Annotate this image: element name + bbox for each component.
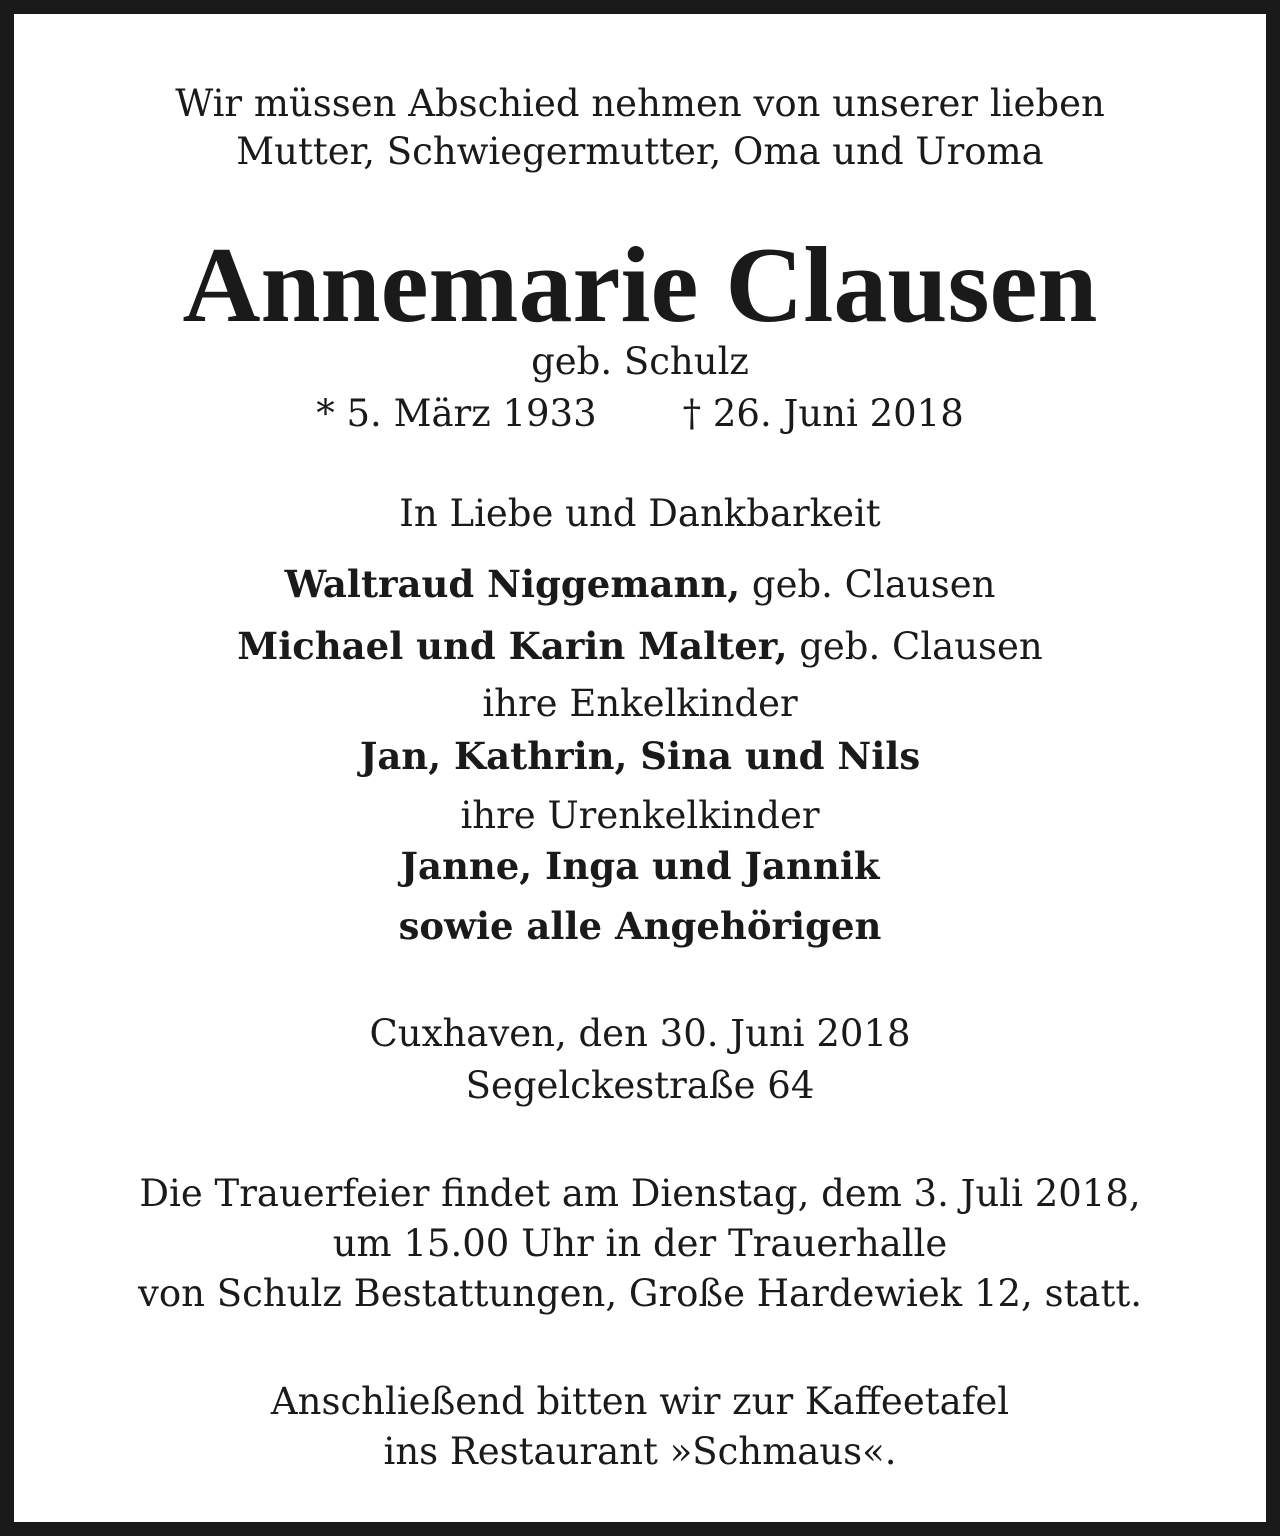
deceased-name: Annemarie Clausen xyxy=(182,226,1098,345)
grandchildren-label: ihre Enkelkinder xyxy=(482,682,798,725)
dedication: In Liebe und Dankbarkeit xyxy=(399,492,881,535)
reception-line-2: ins Restaurant »Schmaus«. xyxy=(383,1430,897,1473)
birth-date: * 5. März 1933 xyxy=(316,392,597,435)
relatives-line: sowie alle Angehörigen xyxy=(398,904,882,948)
death-date: † 26. Juni 2018 xyxy=(682,392,964,435)
reception-line-1: Anschließend bitten wir zur Kaffeetafel xyxy=(270,1380,1010,1423)
life-dates xyxy=(28,392,1252,436)
place-date-line: Cuxhaven, den 30. Juni 2018 xyxy=(369,1012,911,1055)
great-grandchildren-label: ihre Urenkelkinder xyxy=(460,794,820,837)
address-line: Segelckestraße 64 xyxy=(465,1064,815,1107)
service-line-2: um 15.00 Uhr in der Trauerhalle xyxy=(332,1222,948,1265)
mourner-name-2: Michael und Karin Malter, xyxy=(237,624,788,668)
intro-line-1: Wir müssen Abschied nehmen von unserer lieben xyxy=(175,82,1105,125)
mourner-name-1: Waltraud Niggemann, xyxy=(284,562,741,606)
intro-line-2: Mutter, Schwiegermutter, Oma und Uroma xyxy=(236,130,1044,173)
mourner-suffix-2: geb. Clausen xyxy=(787,625,1043,668)
grandchildren-names: Jan, Kathrin, Sina und Nils xyxy=(359,734,921,778)
great-grandchildren-names: Janne, Inga und Jannik xyxy=(400,844,880,888)
mourner-suffix-1: geb. Clausen xyxy=(740,563,996,606)
mourner-line-2 xyxy=(28,624,1252,669)
mourner-line-1 xyxy=(28,562,1252,607)
service-line-1: Die Trauerfeier findet am Dienstag, dem 3. Juli 2018, xyxy=(139,1172,1141,1215)
birth-name: geb. Schulz xyxy=(531,340,749,383)
service-line-3: von Schulz Bestattungen, Große Hardewiek 12, statt. xyxy=(137,1272,1142,1315)
